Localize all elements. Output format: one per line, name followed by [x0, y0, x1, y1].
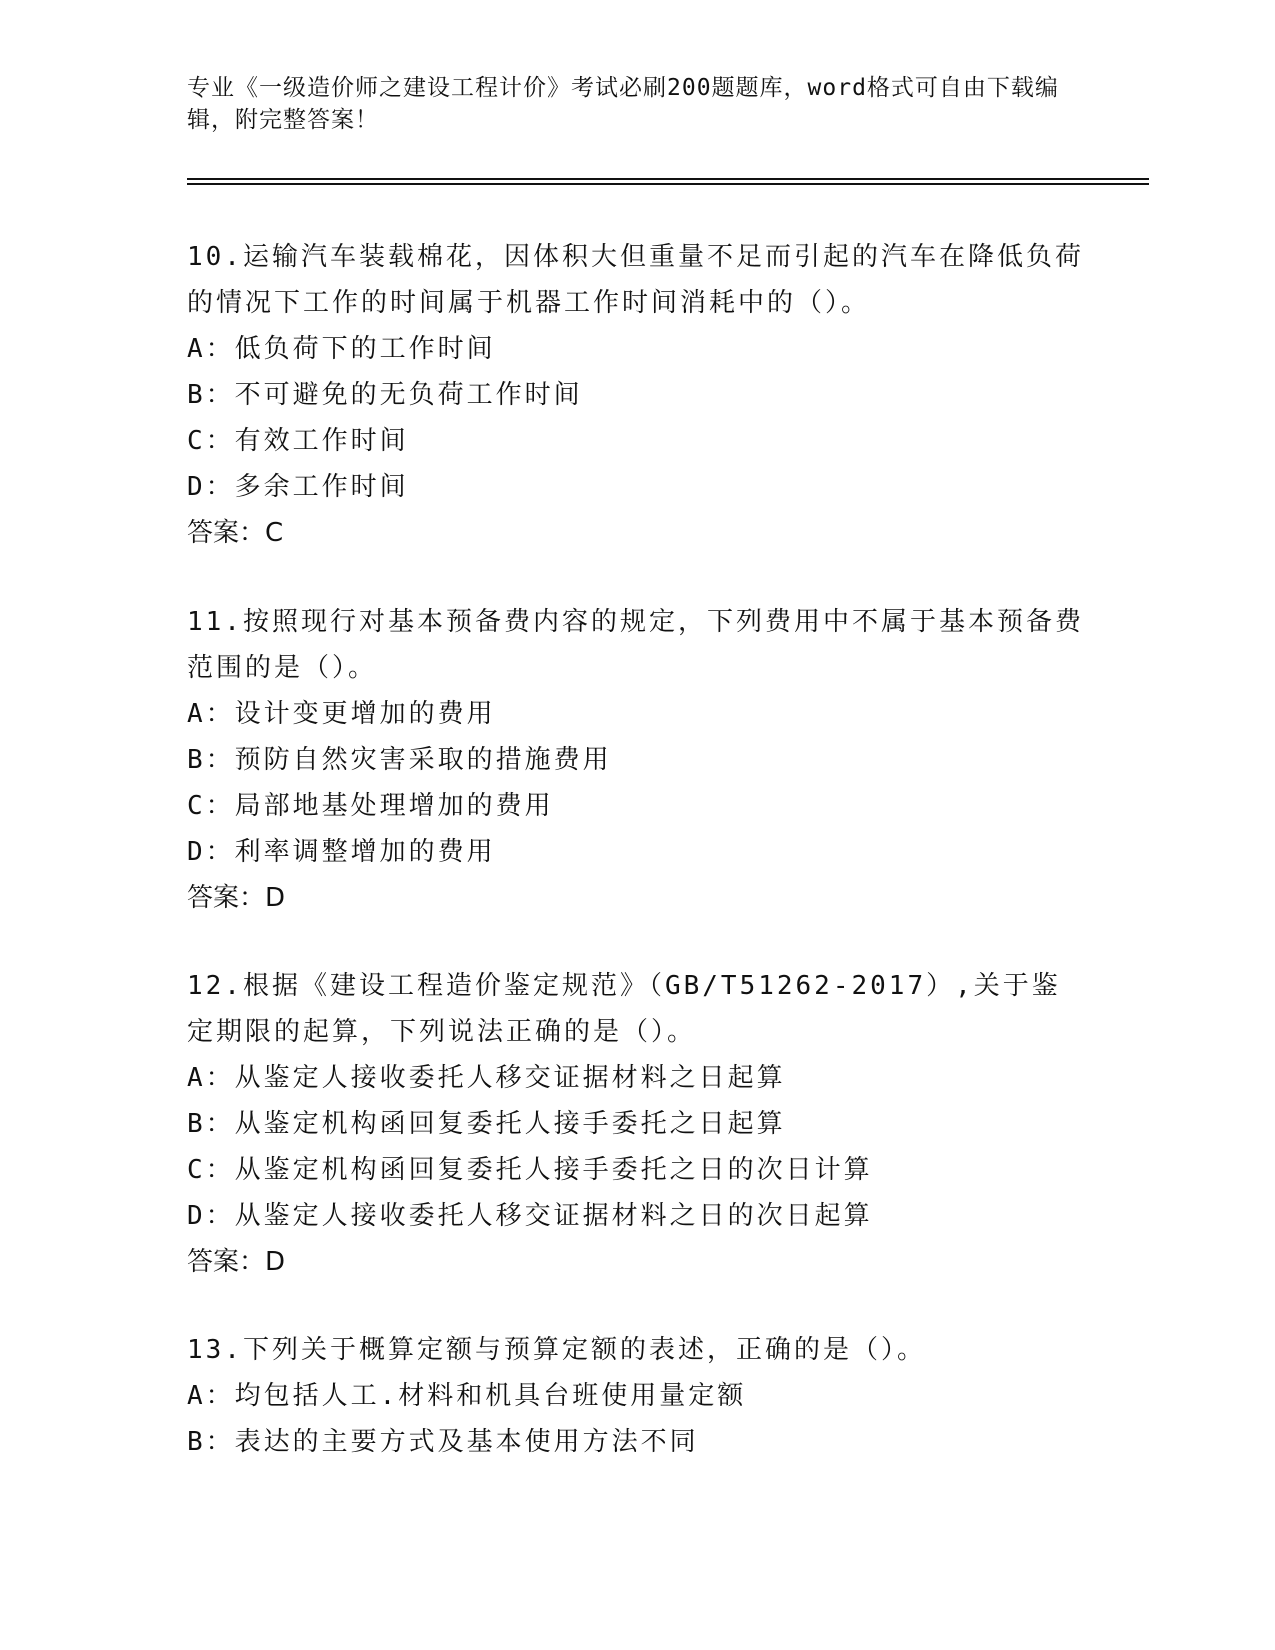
question-stem: 12.根据《建设工程造价鉴定规范》（GB/T51262-2017）,关于鉴定期限的起算，下列说法正确的是（）。	[187, 971, 1061, 1047]
header-divider-top	[187, 178, 1149, 180]
question-11	[187, 599, 1087, 921]
option-b: B：预防自然灾害采取的措施费用	[187, 745, 612, 775]
option-b: B：不可避免的无负荷工作时间	[187, 380, 583, 410]
question-10	[187, 234, 1087, 556]
document-header	[187, 72, 1067, 136]
option-c: C：有效工作时间	[187, 426, 409, 456]
option-a: A：从鉴定人接收委托人移交证据材料之日起算	[187, 1063, 786, 1093]
question-stem: 13.下列关于概算定额与预算定额的表述，正确的是（）。	[187, 1335, 926, 1365]
header-divider-bottom	[187, 183, 1149, 185]
answer-line: 答案：D	[187, 883, 286, 913]
option-d: D：利率调整增加的费用	[187, 837, 496, 867]
option-c: C：局部地基处理增加的费用	[187, 791, 554, 821]
option-a: A：设计变更增加的费用	[187, 699, 496, 729]
option-d: D：从鉴定人接收委托人移交证据材料之日的次日起算	[187, 1201, 873, 1231]
question-13	[187, 1327, 1087, 1465]
option-b: B：从鉴定机构函回复委托人接手委托之日起算	[187, 1109, 786, 1139]
question-stem: 11.按照现行对基本预备费内容的规定，下列费用中不属于基本预备费范围的是（）。	[187, 607, 1084, 683]
option-b: B：表达的主要方式及基本使用方法不同	[187, 1427, 699, 1457]
question-stem: 10.运输汽车装载棉花，因体积大但重量不足而引起的汽车在降低负荷的情况下工作的时间属于机器工作时间消耗中的（）。	[187, 242, 1084, 318]
option-d: D：多余工作时间	[187, 472, 409, 502]
option-c: C：从鉴定机构函回复委托人接手委托之日的次日计算	[187, 1155, 873, 1185]
header-text: 专业《一级造价师之建设工程计价》考试必刷200题题库，word格式可自由下载编辑，附完整答案！	[187, 75, 1059, 133]
answer-line: 答案：C	[187, 518, 284, 548]
question-12	[187, 963, 1087, 1285]
answer-line: 答案：D	[187, 1247, 286, 1277]
option-a: A：低负荷下的工作时间	[187, 334, 496, 364]
option-a: A：均包括人工.材料和机具台班使用量定额	[187, 1381, 747, 1411]
